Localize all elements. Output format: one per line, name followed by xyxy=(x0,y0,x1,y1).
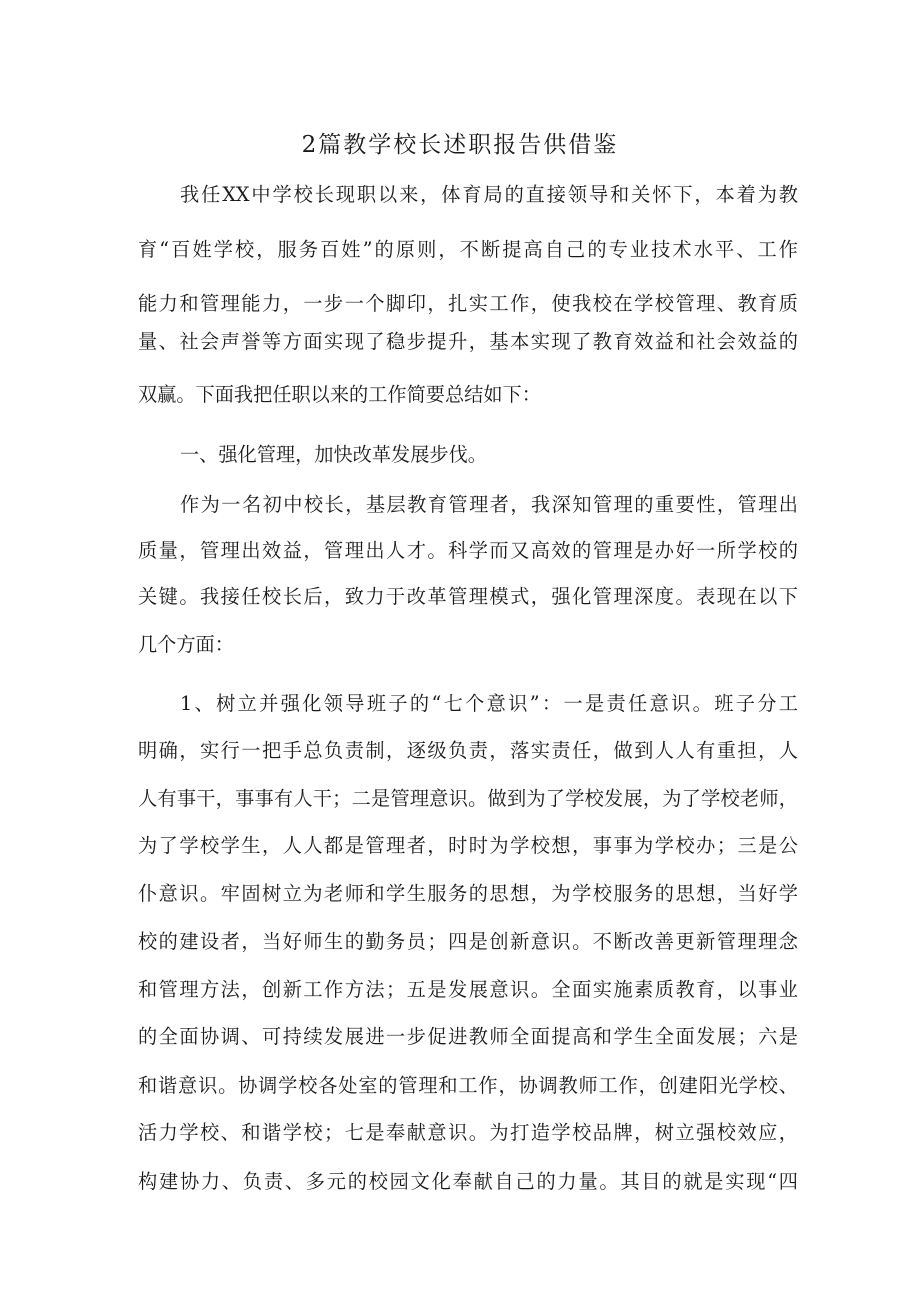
paragraph-line: 构建协力、负责、多元的校园文化奉献自己的力量。其目的就是实现“四 xyxy=(138,1170,798,1193)
paragraph-line: 我任XX中学校长现职以来，体育局的直接领导和关怀下，本着为教 xyxy=(180,183,798,206)
paragraph-line: 作为一名初中校长，基层教育管理者，我深知管理的重要性，管理出 xyxy=(180,493,798,516)
document-title: 2篇教学校长述职报告供借鉴 xyxy=(301,132,619,158)
paragraph-line: 能力和管理能力，一步一个脚印，扎实工作，使我校在学校管理、教育质 xyxy=(138,292,798,315)
paragraph-line: 育“百姓学校，服务百姓”的原则，不断提高自己的专业技术水平、工作 xyxy=(138,238,798,261)
paragraph-line: 几个方面： xyxy=(138,633,234,656)
paragraph-line: 的全面协调、可持续发展进一步促进教师全面提高和学生全面发展；六是 xyxy=(138,1025,798,1048)
paragraph-line: 关键。我接任校长后，致力于改革管理模式，强化管理深度。表现在以下 xyxy=(138,585,798,608)
paragraph-line: 和谐意识。协调学校各处室的管理和工作，协调教师工作，创建阳光学校、 xyxy=(138,1074,798,1097)
paragraph-line: 和管理方法，创新工作方法；五是发展意识。全面实施素质教育，以事业 xyxy=(138,978,798,1001)
paragraph-line: 为了学校学生，人人都是管理者，时时为学校想，事事为学校办；三是公 xyxy=(138,834,798,857)
paragraph-line: 质量，管理出效益，管理出人才。科学而又高效的管理是办好一所学校的 xyxy=(138,539,798,562)
paragraph-line: 量、社会声誉等方面实现了稳步提升，基本实现了教育效益和社会效益的 xyxy=(138,330,798,353)
paragraph-line: 仆意识。牢固树立为老师和学生服务的思想，为学校服务的思想，当好学 xyxy=(138,882,798,905)
section-heading: 一、强化管理，加快改革发展步伐。 xyxy=(180,443,487,466)
paragraph-line: 明确，实行一把手总负责制，逐级负责，落实责任，做到人人有重担，人 xyxy=(138,739,798,762)
paragraph-line: 1、树立并强化领导班子的“七个意识”：一是责任意识。班子分工 xyxy=(180,692,798,715)
paragraph-line: 校的建设者，当好师生的勤务员；四是创新意识。不断改善更新管理理念 xyxy=(138,930,798,953)
paragraph-line: 人有事干，事事有人干；二是管理意识。做到为了学校发展，为了学校老师， xyxy=(138,787,798,810)
paragraph-line: 活力学校、和谐学校；七是奉献意识。为打造学校品牌，树立强校效应， xyxy=(138,1121,798,1144)
paragraph-line: 双赢。下面我把任职以来的工作简要总结如下： xyxy=(138,383,541,406)
